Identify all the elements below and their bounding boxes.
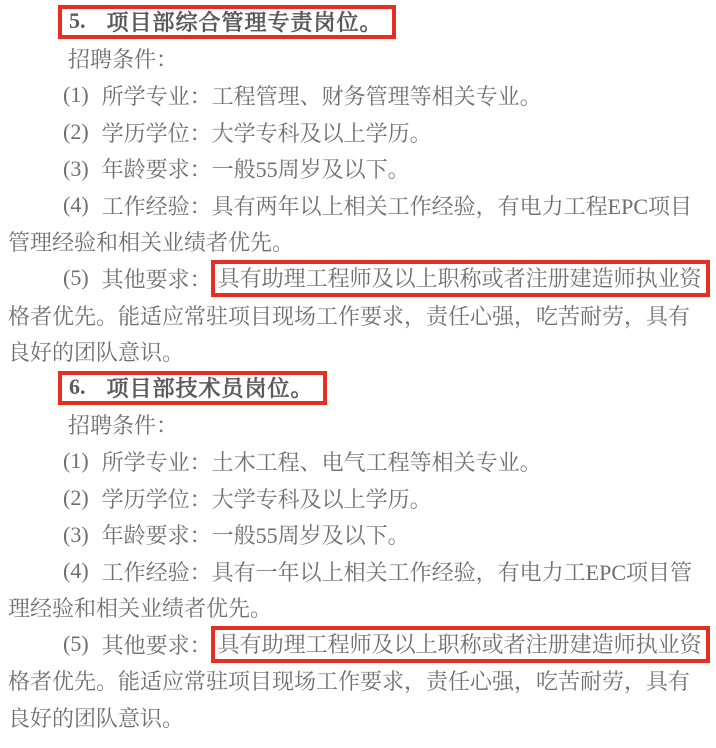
item-number: (3) xyxy=(63,521,89,547)
boxed-text: 具有助理工程师及以上职称或者注册建造师执业资 xyxy=(217,265,702,291)
item-number: (2) xyxy=(63,485,89,511)
item-text: 学历学位：大学专科及以上学历。 xyxy=(101,120,432,146)
condition-item xyxy=(0,114,716,151)
condition-item xyxy=(0,187,716,224)
item-text-continuation: 良好的团队意识。 xyxy=(8,706,185,732)
section-6-heading-line xyxy=(0,370,716,407)
section-title: 项目部技术员岗位。 xyxy=(106,375,314,401)
item-text: 所学专业：工程管理、财务管理等相关专业。 xyxy=(101,83,542,109)
item-number: (4) xyxy=(63,558,89,584)
annotation-box-heading-6 xyxy=(58,371,327,405)
condition-item xyxy=(0,516,716,553)
item-text: 学历学位：大学专科及以上学历。 xyxy=(101,486,432,512)
item-text: 工作经验：具有一年以上相关工作经验，有电力工EPC项目管 xyxy=(101,559,693,585)
boxed-text: 具有助理工程师及以上职称或者注册建造师执业资 xyxy=(217,631,702,657)
item-text-continuation: 良好的团队意识。 xyxy=(8,340,185,366)
item-text-continuation: 格者优先。能适应常驻项目现场工作要求，责任心强，吃苦耐劳，具有 xyxy=(8,303,691,329)
item-text-continuation: 格者优先。能适应常驻项目现场工作要求，责任心强，吃苦耐劳，具有 xyxy=(8,669,691,695)
item-text-continuation: 理经验和相关业绩者优先。 xyxy=(8,596,273,622)
recruit-conditions-label: 招聘条件： xyxy=(68,413,179,439)
condition-item xyxy=(0,480,716,517)
section-title: 项目部综合管理专责岗位。 xyxy=(106,9,383,35)
item-text-prefix: 其他要求： xyxy=(101,632,212,658)
item-number: (5) xyxy=(63,631,89,657)
condition-item xyxy=(0,626,716,663)
condition-item xyxy=(0,260,716,297)
annotation-box-requirement xyxy=(211,626,710,663)
item-number: (5) xyxy=(63,265,89,291)
item-text: 年龄要求：一般55周岁及以下。 xyxy=(101,157,410,183)
annotation-box-requirement xyxy=(211,260,710,297)
item-number: (2) xyxy=(63,119,89,145)
item-text-prefix: 其他要求： xyxy=(101,266,212,292)
annotation-box-heading-5 xyxy=(58,5,396,39)
condition-item xyxy=(0,77,716,114)
item-text: 工作经验：具有两年以上相关工作经验，有电力工程EPC项目 xyxy=(101,193,693,219)
recruit-conditions-label: 招聘条件： xyxy=(68,47,179,73)
condition-item xyxy=(0,443,716,480)
section-5-heading-line xyxy=(0,4,716,41)
section-number: 5. xyxy=(69,8,86,34)
item-number: (1) xyxy=(63,82,89,108)
item-number: (4) xyxy=(63,192,89,218)
item-number: (1) xyxy=(63,448,89,474)
condition-item xyxy=(0,553,716,590)
item-text: 年龄要求：一般55周岁及以下。 xyxy=(101,523,410,549)
section-number: 6. xyxy=(69,374,86,400)
item-text-continuation: 管理经验和相关业绩者优先。 xyxy=(8,230,295,256)
item-number: (3) xyxy=(63,155,89,181)
condition-item xyxy=(0,150,716,187)
item-text: 所学专业：土木工程、电气工程等相关专业。 xyxy=(101,449,542,475)
